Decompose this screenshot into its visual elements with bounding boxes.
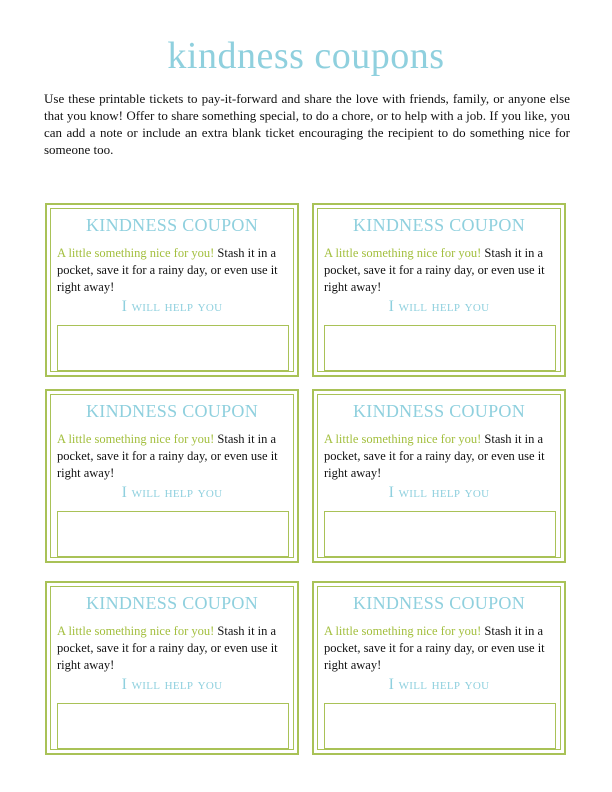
coupon-text — [324, 623, 556, 674]
coupon-body: Stash it in a pocket, save it for a rainy day, or even use it right away! — [57, 624, 278, 672]
coupon-write-in-box[interactable] — [324, 325, 556, 371]
coupon-subtitle: I will help you — [388, 298, 490, 315]
coupon-text — [324, 245, 556, 296]
coupon-subtitle: I will help you — [121, 676, 223, 693]
page-title: kindness coupons — [167, 35, 445, 77]
coupon-title: KINDNESS COUPON — [352, 215, 526, 235]
coupon-title: KINDNESS COUPON — [352, 401, 526, 421]
coupon-inner-border — [317, 394, 561, 558]
coupon-body: Stash it in a pocket, save it for a rainy day, or even use it right away! — [324, 246, 545, 294]
coupon-card — [312, 581, 566, 755]
coupon-card — [45, 581, 299, 755]
coupon-inner-border — [50, 208, 294, 372]
coupon-card — [312, 389, 566, 563]
coupon-write-in-box[interactable] — [324, 511, 556, 557]
coupon-text — [57, 623, 289, 674]
coupon-text — [324, 431, 556, 482]
coupon-write-in-box[interactable] — [57, 325, 289, 371]
coupon-lead: A little something nice for you! — [324, 624, 482, 638]
coupon-title: KINDNESS COUPON — [352, 593, 526, 613]
coupon-body: Stash it in a pocket, save it for a rainy day, or even use it right away! — [57, 246, 278, 294]
coupon-lead: A little something nice for you! — [324, 432, 482, 446]
coupon-lead: A little something nice for you! — [324, 246, 482, 260]
coupon-subtitle: I will help you — [388, 484, 490, 501]
coupon-write-in-box[interactable] — [324, 703, 556, 749]
coupon-card — [45, 203, 299, 377]
coupon-write-in-box[interactable] — [57, 703, 289, 749]
coupon-text — [57, 245, 289, 296]
coupon-subtitle: I will help you — [121, 298, 223, 315]
coupon-title: KINDNESS COUPON — [85, 401, 259, 421]
coupon-body: Stash it in a pocket, save it for a rainy day, or even use it right away! — [324, 432, 545, 480]
coupon-lead: A little something nice for you! — [57, 624, 215, 638]
coupon-body: Stash it in a pocket, save it for a rainy day, or even use it right away! — [324, 624, 545, 672]
coupon-lead: A little something nice for you! — [57, 432, 215, 446]
coupon-inner-border — [50, 586, 294, 750]
coupon-body: Stash it in a pocket, save it for a rainy day, or even use it right away! — [57, 432, 278, 480]
coupon-write-in-box[interactable] — [57, 511, 289, 557]
coupon-title: KINDNESS COUPON — [85, 593, 259, 613]
coupon-title: KINDNESS COUPON — [85, 215, 259, 235]
coupon-subtitle: I will help you — [388, 676, 490, 693]
coupon-inner-border — [317, 586, 561, 750]
coupon-card — [45, 389, 299, 563]
coupon-inner-border — [317, 208, 561, 372]
intro-paragraph: Use these printable tickets to pay-it-forward and share the love with friends, family, or anyone else that you know! Offer to share something special, to do a chore, or to help with a job. If you like, you can add a note or include an extra blank ticket encouraging the recipient to do something nice for someone too. — [44, 91, 570, 157]
coupon-card — [312, 203, 566, 377]
coupon-subtitle: I will help you — [121, 484, 223, 501]
coupon-lead: A little something nice for you! — [57, 246, 215, 260]
coupon-inner-border — [50, 394, 294, 558]
coupon-text — [57, 431, 289, 482]
